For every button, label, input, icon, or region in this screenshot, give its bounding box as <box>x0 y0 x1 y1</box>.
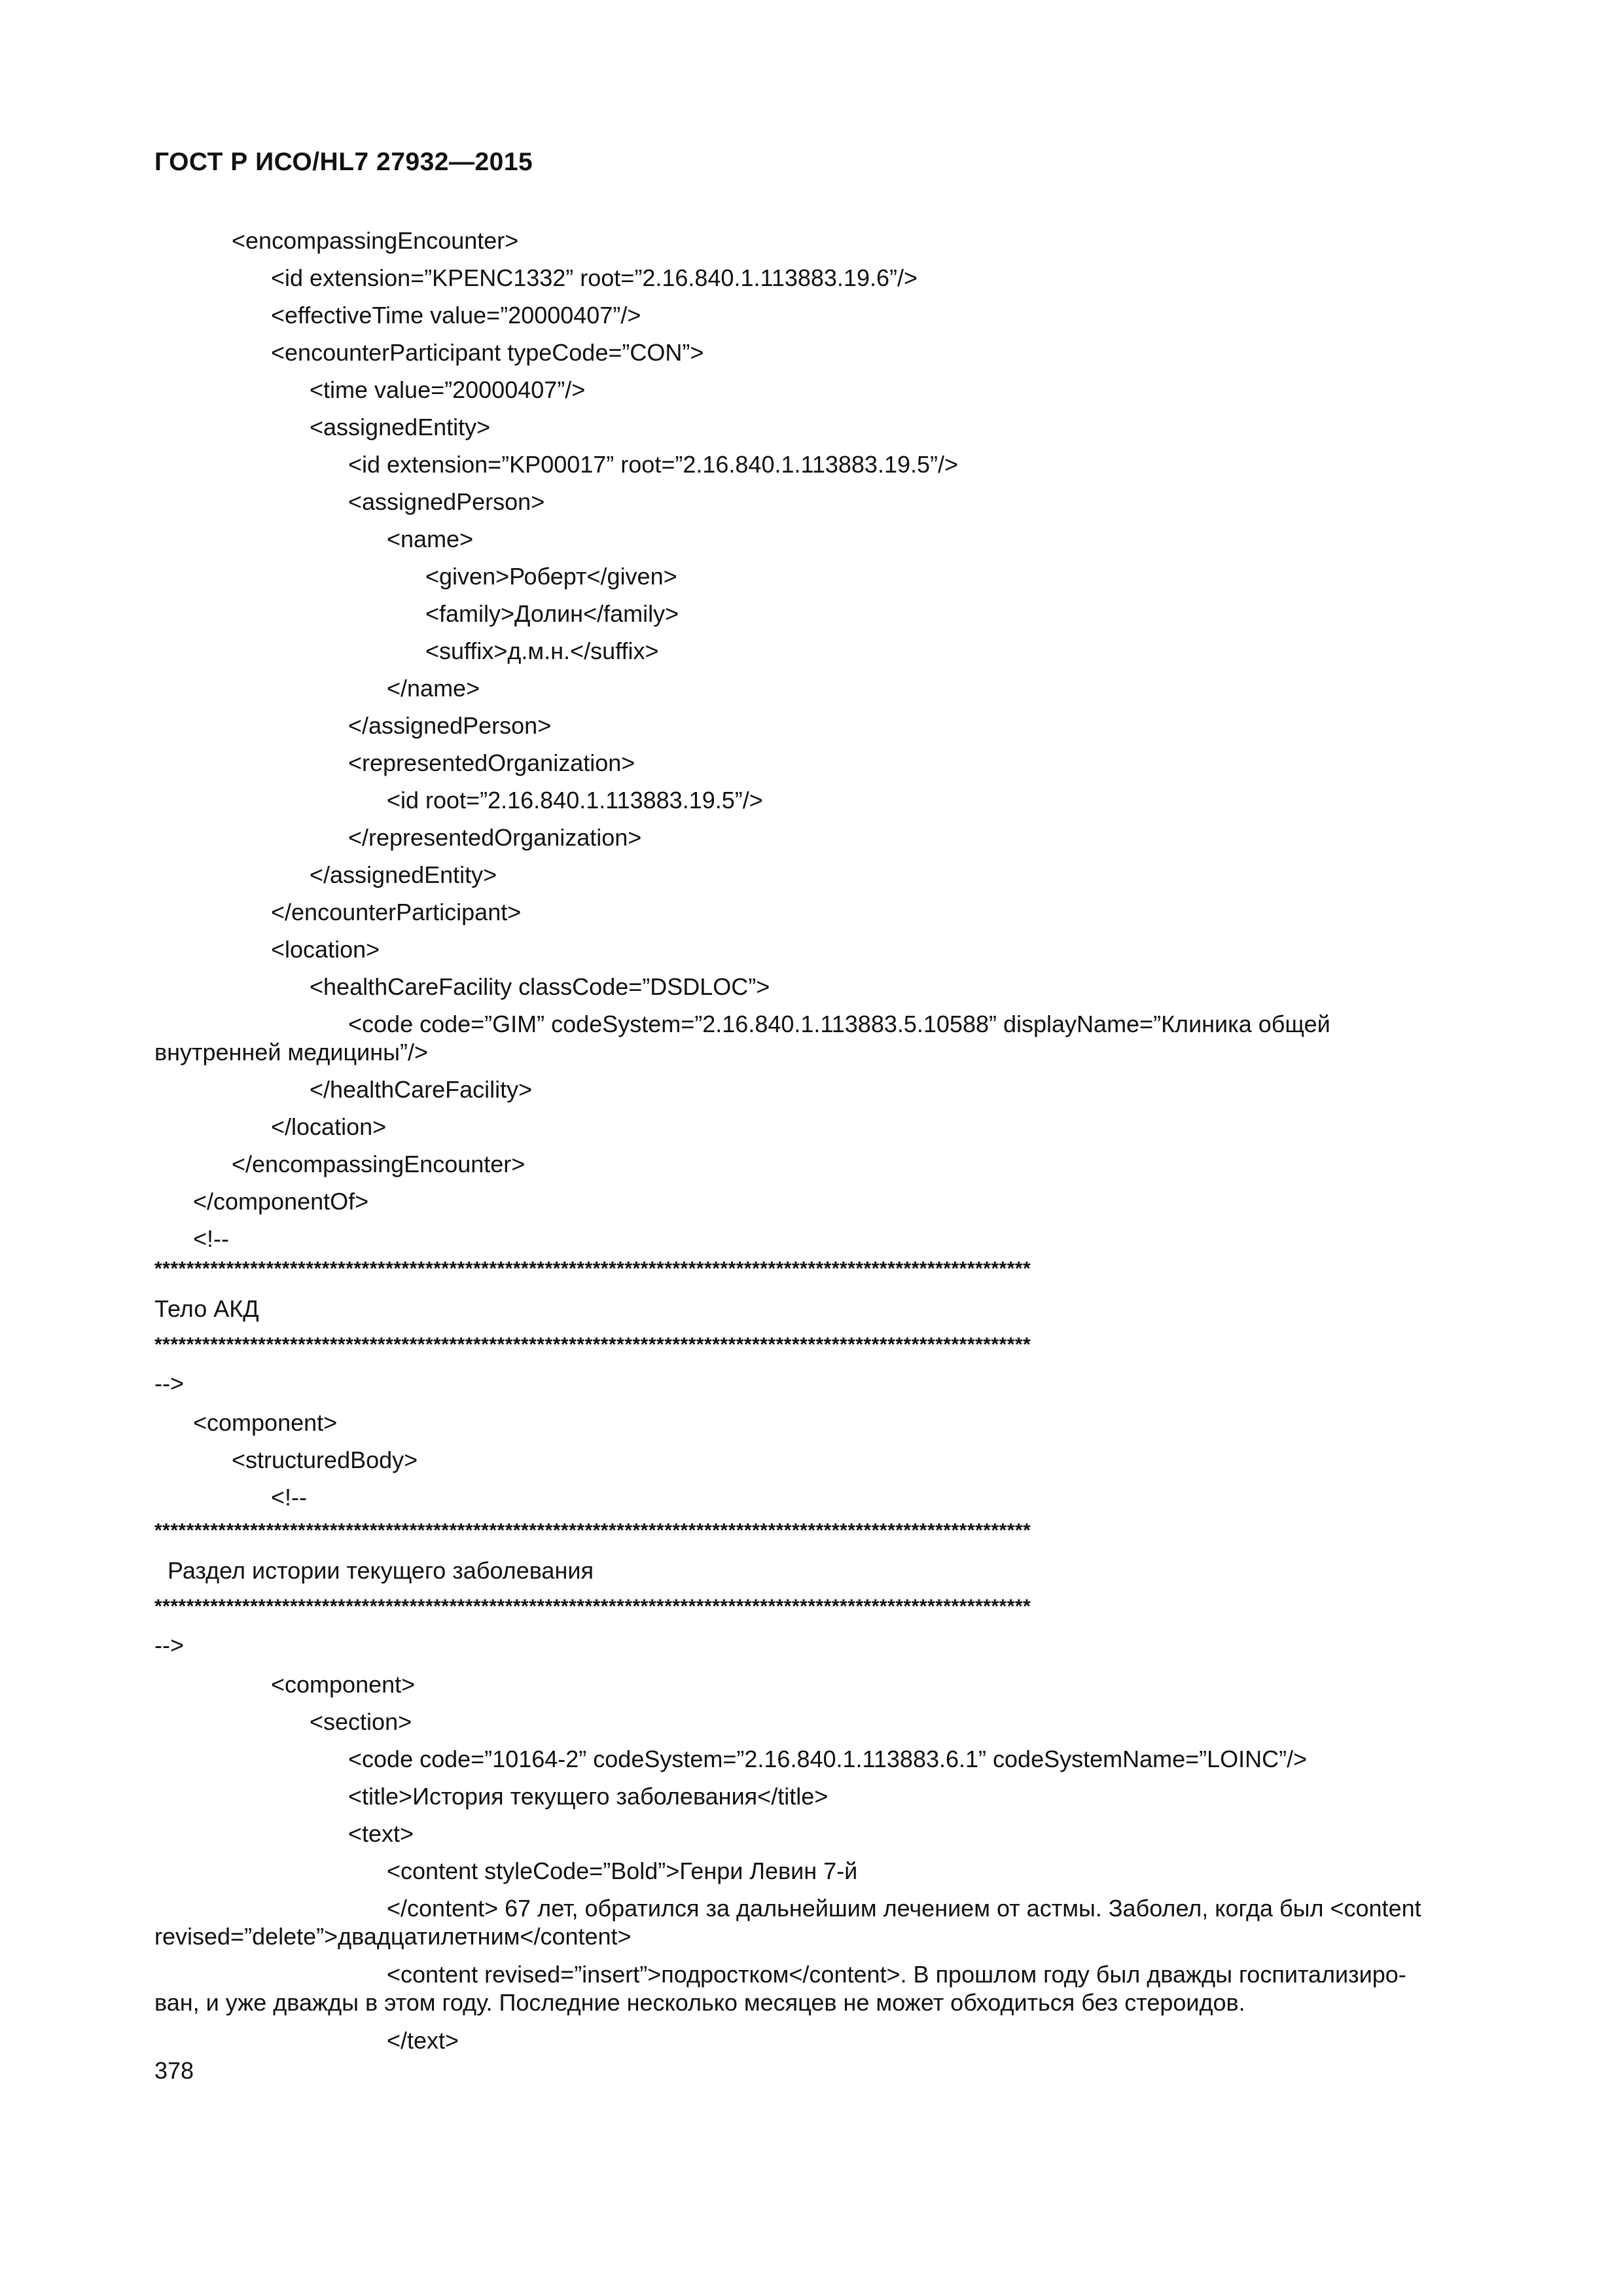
code-line: <encompassingEncounter> <box>232 227 519 254</box>
code-line: </encounterParticipant> <box>271 899 522 925</box>
code-line: <structuredBody> <box>232 1446 418 1473</box>
page-number: 378 <box>154 2057 194 2084</box>
code-line: <code code=”GIM” codeSystem=”2.16.840.1.113883.5.10588” displayName=”Клиника общей <box>348 1011 1330 1037</box>
code-line: <content revised=”insert”>подростком</content>. В прошлом году был дважды госпитализиро- <box>387 1961 1406 1988</box>
code-line: <title>История текущего заболевания</title> <box>348 1783 829 1810</box>
code-line: <component> <box>193 1409 338 1436</box>
code-line: <id extension=”KPENC1332” root=”2.16.840.1.113883.19.6”/> <box>271 264 918 291</box>
code-line: </text> <box>387 2027 459 2054</box>
code-line: </name> <box>387 675 480 702</box>
code-line: <code code=”10164-2” codeSystem=”2.16.840.1.113883.6.1” codeSystemName=”LOINC”/> <box>348 1746 1308 1772</box>
code-line: --> <box>154 1370 184 1397</box>
code-line: </representedOrganization> <box>348 824 642 851</box>
separator-stars: ************************************************************************************************************** <box>154 1521 1031 1541</box>
code-line: <component> <box>271 1671 416 1698</box>
section-comment-title: Тело АКД <box>154 1295 259 1322</box>
code-line: <suffix>д.м.н.</suffix> <box>425 637 659 664</box>
code-line: <text> <box>348 1820 414 1847</box>
code-line: <assignedEntity> <box>310 414 491 440</box>
code-line: <!-- <box>193 1225 230 1252</box>
code-line: <section> <box>310 1708 412 1735</box>
code-line: </assignedEntity> <box>310 861 497 888</box>
code-line: <id extension=”KP00017” root=”2.16.840.1.113883.19.5”/> <box>348 451 959 478</box>
code-line: <representedOrganization> <box>348 749 635 776</box>
code-line: </healthCareFacility> <box>310 1076 533 1103</box>
separator-stars: ************************************************************************************************************** <box>154 1597 1031 1617</box>
code-line: <name> <box>387 526 474 552</box>
document-header: ГОСТ Р ИСО/HL7 27932—2015 <box>154 148 533 176</box>
code-line: <time value=”20000407”/> <box>310 376 586 403</box>
code-line: <healthCareFacility classCode=”DSDLOC”> <box>310 973 770 1000</box>
section-comment-title: Раздел истории текущего заболевания <box>168 1557 594 1584</box>
code-line: --> <box>154 1632 184 1659</box>
code-line: </encompassingEncounter> <box>232 1151 526 1177</box>
code-line: revised=”delete”>двадцатилетним</content> <box>154 1923 632 1950</box>
code-line: <id root=”2.16.840.1.113883.19.5”/> <box>387 787 763 814</box>
code-line: <assignedPerson> <box>348 488 545 515</box>
code-line: </content> 67 лет, обратился за дальнейшим лечением от астмы. Заболел, когда был <content <box>387 1895 1421 1922</box>
code-line: </location> <box>271 1113 387 1140</box>
code-line: <!-- <box>271 1484 308 1511</box>
code-line: <effectiveTime value=”20000407”/> <box>271 302 641 329</box>
code-line: <given>Роберт</given> <box>425 563 677 590</box>
code-line: <content styleCode=”Bold”>Генри Левин 7-й <box>387 1857 858 1884</box>
code-line: ван, и уже дважды в этом году. Последние несколько месяцев не может обходиться без стероидов. <box>154 1989 1245 2016</box>
code-line: <location> <box>271 936 380 963</box>
code-line: внутренней медицины”/> <box>154 1039 429 1066</box>
code-line: </componentOf> <box>193 1188 369 1215</box>
separator-stars: ************************************************************************************************************** <box>154 1335 1031 1355</box>
code-line: <family>Долин</family> <box>425 600 679 627</box>
separator-stars: ************************************************************************************************************** <box>154 1259 1031 1279</box>
code-line: </assignedPerson> <box>348 712 552 739</box>
code-line: <encounterParticipant typeCode=”CON”> <box>271 339 704 366</box>
